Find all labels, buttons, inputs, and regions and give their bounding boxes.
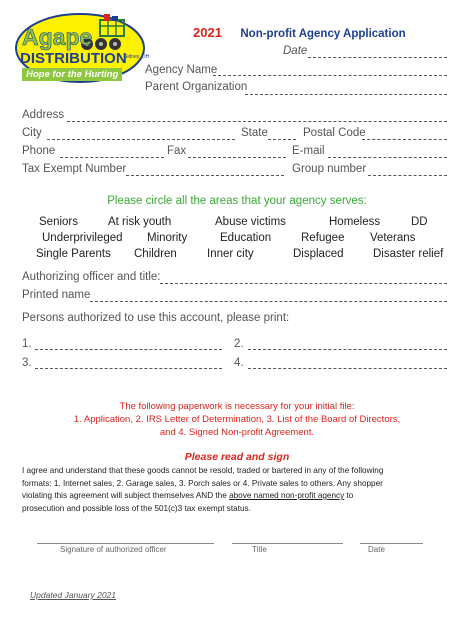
email-field[interactable] [328,157,447,158]
authorizing-officer-field[interactable] [160,283,447,284]
area-refugee[interactable]: Refugee [301,232,345,244]
date-label: Date [283,45,308,57]
agency-name-label: Agency Name [145,64,218,76]
email-label: E-mail [292,145,325,157]
printed-name-label: Printed name [22,289,91,301]
area-seniors[interactable]: Seniors [39,216,78,228]
agape-logo [8,6,148,84]
persons-authorized-label: Persons authorized to use this account, please print: [22,312,290,324]
signature-date-label: Date [368,545,385,554]
phone-label: Phone [22,145,56,157]
printed-name-field[interactable] [90,301,447,302]
form-header [193,24,406,42]
agreement-underlined-party: above named non-profit agency [229,491,345,500]
parent-org-label: Parent Organization [145,81,248,93]
city-field[interactable] [47,139,235,140]
address-label: Address [22,109,65,121]
agreement-text [22,465,454,515]
authorizing-officer-label: Authorizing officer and title: [22,271,161,283]
person-3-field[interactable] [35,368,222,369]
city-label: City [22,127,42,139]
person-2-number: 2. [234,338,244,350]
tax-exempt-field[interactable] [126,175,284,176]
paperwork-line-2: 1. Application, 2. IRS Letter of Determination, 3. List of the Board of Directors, [73,414,401,425]
group-number-field[interactable] [368,175,447,176]
state-label: State [241,127,268,139]
logo-tagline: Hope for the Hurting [22,68,122,81]
area-inner-city[interactable]: Inner city [207,248,254,260]
person-3-number: 3. [22,357,32,369]
areas-instruction: Please circle all the areas that your agency serves: [107,195,367,207]
title-label: Title [252,545,267,554]
logo-location-text: Sidney, OH [124,54,150,60]
area-veterans[interactable]: Veterans [370,232,416,244]
fax-label: Fax [167,145,187,157]
agreement-line-4: prosecution and possible loss of the 501(c)3 tax exempt status. [22,503,251,513]
agreement-line-1: I agree and understand that these goods cannot be resold, traded or bartered in any of the following [22,466,384,475]
agreement-heading: Please read and sign [184,451,290,463]
agreement-line-3-end: to [344,491,354,500]
person-4-field[interactable] [248,368,447,369]
signature-line[interactable] [37,543,214,544]
address-field[interactable] [67,121,447,122]
person-4-number: 4. [234,357,244,369]
area-underprivileged[interactable]: Underprivileged [42,232,123,244]
header-title: Non-profit Agency Application [240,28,406,40]
signature-label: Signature of authorized officer [60,545,167,554]
area-abuse-victims[interactable]: Abuse victims [215,216,286,228]
date-field[interactable] [308,57,447,58]
fax-field[interactable] [188,157,286,158]
person-1-field[interactable] [35,349,222,350]
postal-code-field[interactable] [362,139,447,140]
title-line[interactable] [232,543,343,544]
logo-distribution-text: DISTRIBUTION [20,50,127,67]
header-year: 2021 [193,25,222,40]
area-single-parents[interactable]: Single Parents [36,248,111,260]
parent-org-field[interactable] [245,94,447,95]
agreement-line-2: formats: 1. Internet sales, 2. Garage sales, 3. Porch sales or 4. Private sales to others. Any shopper [22,478,383,488]
area-minority[interactable]: Minority [147,232,188,244]
area-disaster-relief[interactable]: Disaster relief [373,248,444,260]
date-line[interactable] [360,543,423,544]
updated-note: Updated January 2021 [30,590,117,600]
area-displaced[interactable]: Displaced [293,248,344,260]
paperwork-line-1: The following paperwork is necessary for your initial file: [119,401,355,412]
paperwork-line-3: and 4. Signed Non-profit Agreement. [159,427,315,438]
agency-name-field[interactable] [213,75,447,76]
postal-code-label: Postal Code [303,127,366,139]
area-education[interactable]: Education [220,232,272,244]
area-at-risk-youth[interactable]: At risk youth [108,216,172,228]
agreement-line-3-start: violating this agreement will subject themselves AND the [22,491,230,500]
person-1-number: 1. [22,338,32,350]
logo-agape-text: Agape [22,24,93,50]
tax-exempt-label: Tax Exempt Number [22,163,127,175]
agreement-line-3 [22,490,454,503]
state-field[interactable] [268,139,296,140]
area-dd[interactable]: DD [411,216,428,228]
person-2-field[interactable] [248,349,447,350]
phone-field[interactable] [60,157,164,158]
area-homeless[interactable]: Homeless [329,216,381,228]
area-children[interactable]: Children [134,248,177,260]
group-number-label: Group number [292,163,367,175]
